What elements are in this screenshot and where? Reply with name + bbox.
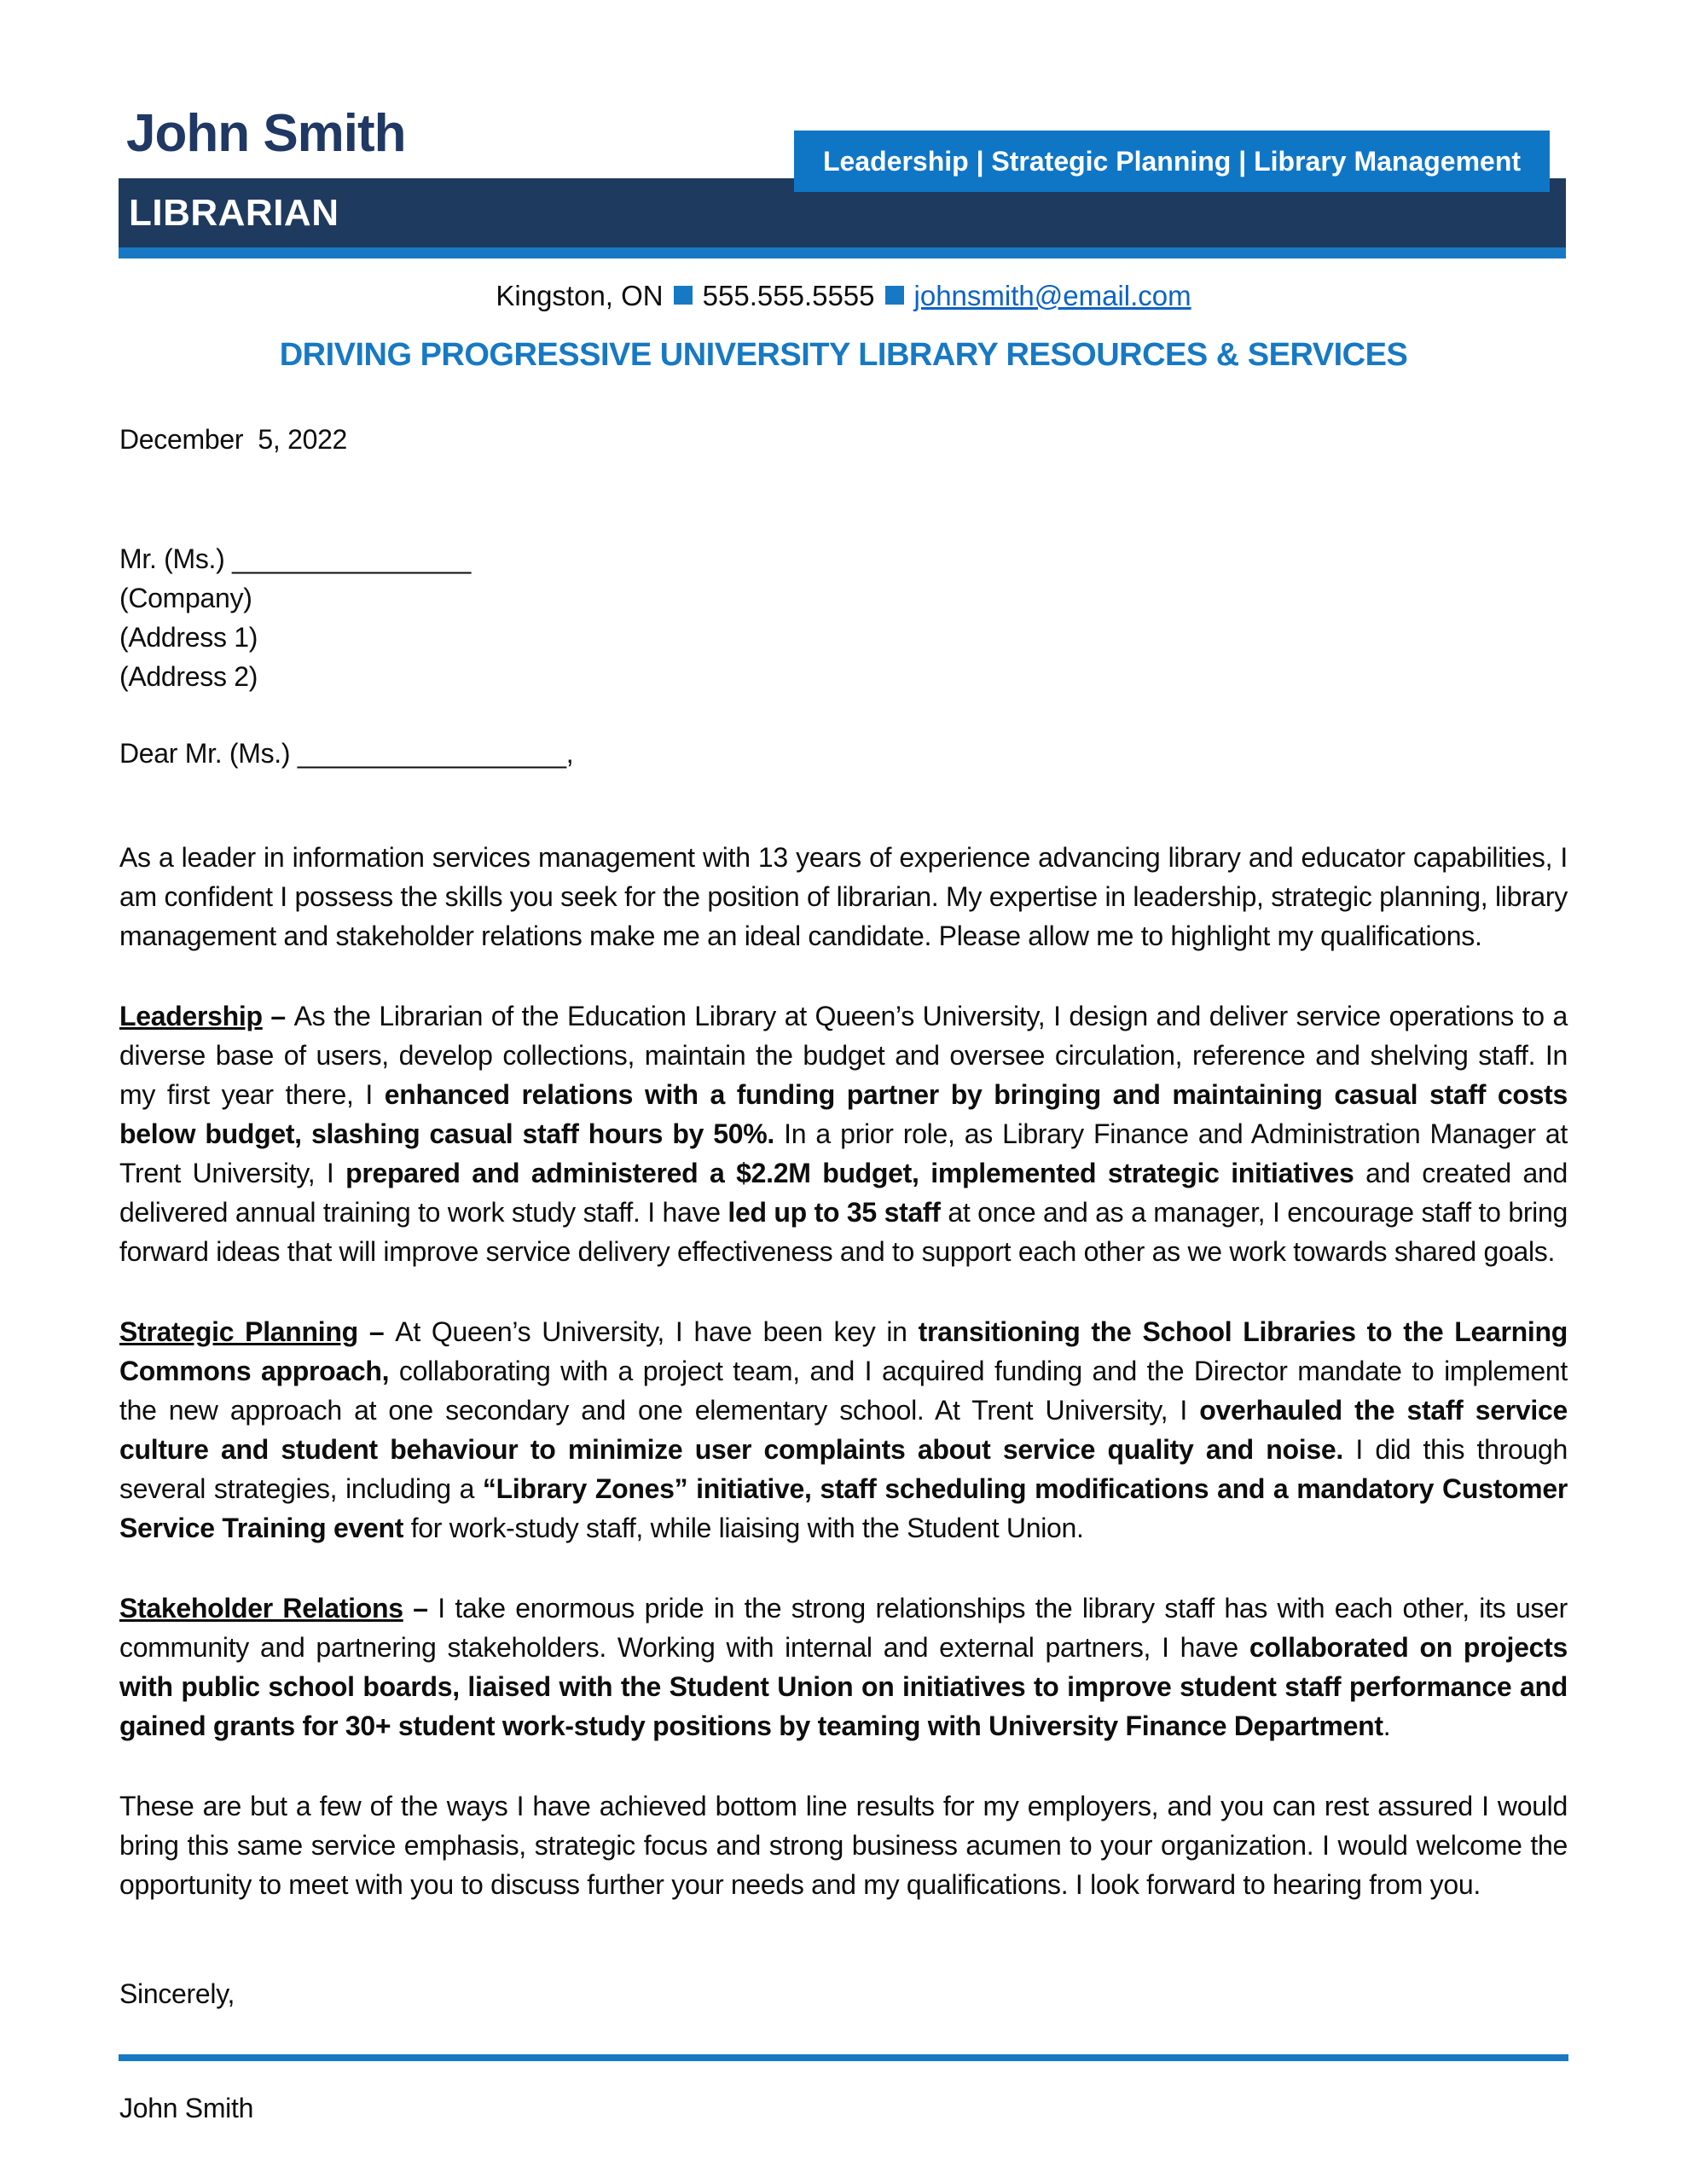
body-paragraph-strategic-planning: Strategic Planning – At Queen’s University, I have been key in transitioning the School Libraries to the Learning Commons approach, collaborating with a project team, and I acquired funding and the Director mandate to implement the new approach at one secondary and one elementary school. At Trent University, I overhauled the staff service culture and student behaviour to minimize user complaints about service quality and noise. I did this through several strategies, including a “Library Zones” initiative, staff scheduling modifications and a mandatory Customer Service Training event for work-study staff, while liaising with the Student Union. xyxy=(119,1316,1568,1543)
letterhead xyxy=(0,0,1687,258)
tagline-banner: Leadership | Strategic Planning | Library Management xyxy=(794,131,1550,192)
letter-body xyxy=(0,420,1687,2128)
footer-rule xyxy=(119,2054,1568,2061)
person-name: John Smith xyxy=(126,104,406,163)
recipient-address2-line: (Address 2) xyxy=(119,660,258,692)
recipient-name-line: Mr. (Ms.) ________________ xyxy=(119,543,472,574)
signoff-word: Sincerely, xyxy=(119,1978,235,2009)
email-link[interactable]: johnsmith@email.com xyxy=(913,280,1191,311)
role-title: LIBRARIAN xyxy=(129,191,339,234)
headline: DRIVING PROGRESSIVE UNIVERSITY LIBRARY RESOURCES & SERVICES xyxy=(279,336,1408,373)
body-paragraph-closing: These are but a few of the ways I have achieved bottom line results for my employers, and you can rest assured I would bring this same service emphasis, strategic focus and strong business acumen to your organization. I would welcome the opportunity to meet with you to discuss further your needs and my qualifications. I look forward to hearing from you. xyxy=(119,1790,1568,1900)
body-paragraph-intro: As a leader in information services management with 13 years of experience advancing library and educator capabilities, I am confident I possess the skills you seek for the position of librarian. My expertise in leadership, strategic planning, library management and stakeholder relations make me an ideal candidate. Please allow me to highlight my qualifications. xyxy=(119,841,1568,951)
salutation: Dear Mr. (Ms.) __________________, xyxy=(119,737,574,769)
recipient-address1-line: (Address 1) xyxy=(119,621,258,653)
body-paragraph-stakeholder-relations: Stakeholder Relations – I take enormous pride in the strong relationships the library staff has with each other, its user community and partnering stakeholders. Working with internal and external partners, I have collaborated on projects with public school boards, liaised with the Student Union on initiatives to improve student staff performance and gained grants for 30+ student work-study positions by teaming with University Finance Department. xyxy=(119,1592,1568,1741)
location-text: Kingston, ON xyxy=(496,280,664,311)
recipient-company-line: (Company) xyxy=(119,582,252,613)
square-bullet-icon xyxy=(885,286,904,305)
recipient-block xyxy=(119,539,1568,696)
signature-name: John Smith xyxy=(119,2092,254,2123)
date-line: December 5, 2022 xyxy=(119,423,348,455)
body-paragraph-leadership: Leadership – As the Librarian of the Education Library at Queen’s University, I design and deliver service operations to a diverse base of users, develop collections, maintain the budget and oversee circulation, reference and shelving staff. In my first year there, I enhanced relations with a funding partner by bringing and maintaining casual staff costs below budget, slashing casual staff hours by 50%. In a prior role, as Library Finance and Administration Manager at Trent University, I prepared and administered a $2.2M budget, implemented strategic initiatives and created and delivered annual training to work study staff. I have led up to 35 staff at once and as a manager, I encourage staff to bring forward ideas that will improve service delivery effectiveness and to support each other as we work towards shared goals. xyxy=(119,1000,1568,1267)
phone-text: 555.555.5555 xyxy=(702,280,875,311)
accent-bar xyxy=(119,247,1566,258)
square-bullet-icon xyxy=(674,286,693,305)
contact-line xyxy=(0,279,1687,313)
